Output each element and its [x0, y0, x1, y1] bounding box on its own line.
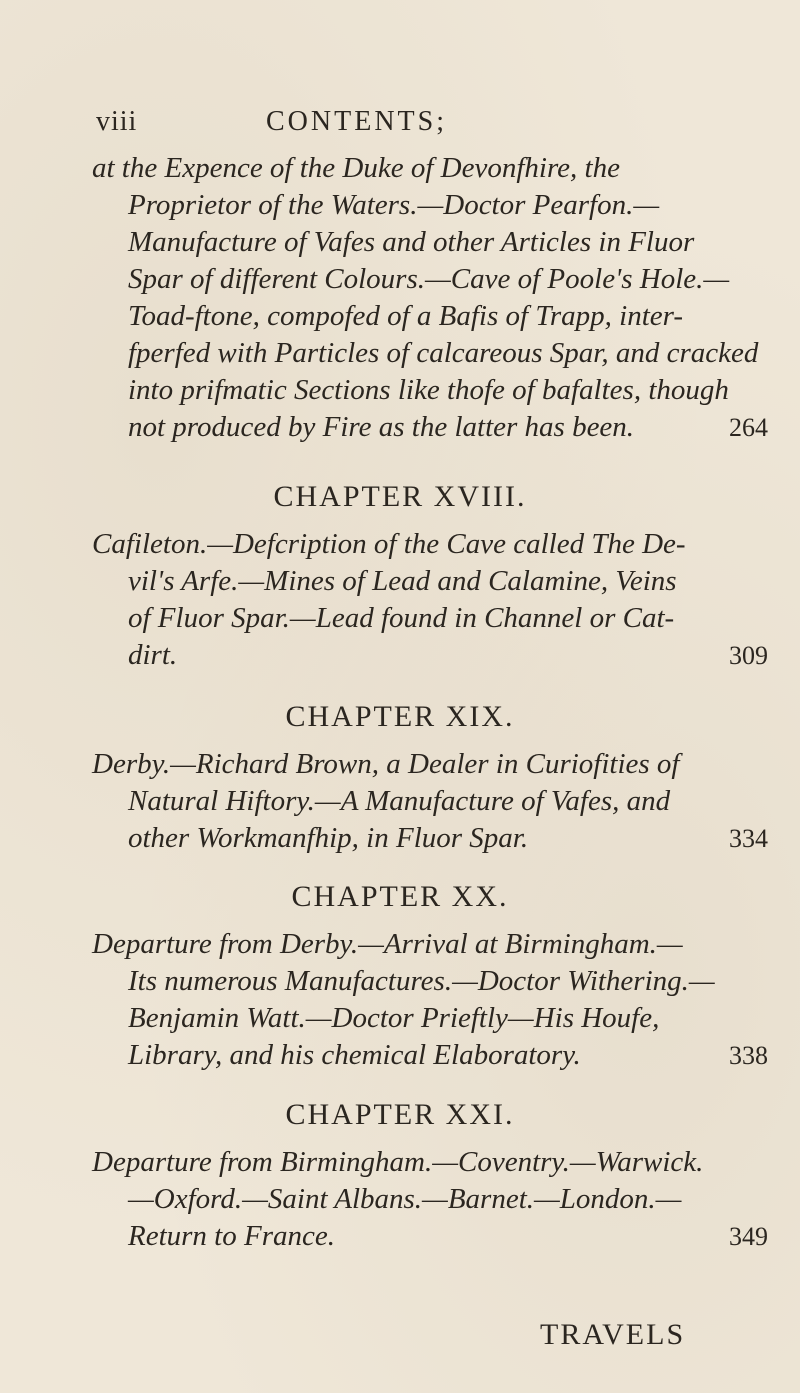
entry-line: Departure from Derby.—Arrival at Birmingham.— — [92, 928, 683, 960]
entry-line-text: dirt. — [128, 639, 178, 671]
page-reference: 309 — [729, 641, 768, 670]
entry-line: Manufacture of Vafes and other Articles in Fluor — [128, 226, 695, 258]
chapter-heading: CHAPTER XVIII. — [273, 480, 527, 513]
running-head: CONTENTS; — [266, 106, 447, 137]
entry-line-text: Library, and his chemical Elaboratory. — [128, 1039, 581, 1071]
entry-line — [92, 1218, 768, 1255]
chapter-summary — [92, 746, 768, 857]
entry-line: Spar of different Colours.—Cave of Poole's Hole.— — [128, 263, 730, 295]
entry-line — [92, 820, 768, 857]
entry-line — [92, 1037, 768, 1074]
entry-line: Toad-ftone, compofed of a Bafis of Trapp, inter- — [128, 300, 683, 332]
entry-line: at the Expence of the Duke of Devonfhire, the — [92, 152, 620, 184]
entry-line — [92, 409, 768, 446]
entry-line: Natural Hiftory.—A Manufacture of Vafes, and — [128, 785, 671, 817]
chapter-summary — [92, 526, 768, 674]
chapter-summary — [92, 1144, 768, 1255]
entry-line: Its numerous Manufactures.—Doctor Withering.— — [128, 965, 715, 997]
page-header — [96, 106, 716, 146]
entry-line: Derby.—Richard Brown, a Dealer in Curiofities of — [92, 748, 680, 780]
page-reference: 334 — [729, 824, 768, 853]
page-reference: 264 — [729, 413, 768, 442]
entry-line: —Oxford.—Saint Albans.—Barnet.—London.— — [128, 1183, 682, 1215]
entry-line: into prifmatic Sections like thofe of bafaltes, though — [128, 374, 729, 406]
entry-line: Departure from Birmingham.—Coventry.—Warwick. — [92, 1146, 704, 1178]
entry-line: vil's Arfe.—Mines of Lead and Calamine, Veins — [128, 565, 677, 597]
entry-line: fperfed with Particles of calcareous Spar, and cracked — [128, 337, 759, 369]
chapter-summary — [92, 926, 768, 1074]
entry-line: Benjamin Watt.—Doctor Prieftly—His Houfe, — [128, 1002, 660, 1034]
chapter-heading: CHAPTER XXI. — [285, 1098, 515, 1131]
entry-line-text: other Workmanfhip, in Fluor Spar. — [128, 822, 529, 854]
catchword: TRAVELS — [540, 1318, 686, 1351]
page-reference: 338 — [729, 1041, 768, 1070]
entry-line: Proprietor of the Waters.—Doctor Pearfon.— — [128, 189, 660, 221]
entry-line-text: Return to France. — [128, 1220, 335, 1252]
page-number: viii — [96, 106, 138, 137]
entry-line-text: not produced by Fire as the latter has been. — [128, 411, 635, 443]
chapter-heading: CHAPTER XX. — [291, 880, 509, 913]
page-reference: 349 — [729, 1222, 768, 1251]
entry-line: of Fluor Spar.—Lead found in Channel or Cat- — [128, 602, 675, 634]
entry-line: Cafileton.—Defcription of the Cave called The De- — [92, 528, 686, 560]
entry-continued — [92, 150, 768, 446]
entry-line — [92, 637, 768, 674]
chapter-heading: CHAPTER XIX. — [285, 700, 515, 733]
